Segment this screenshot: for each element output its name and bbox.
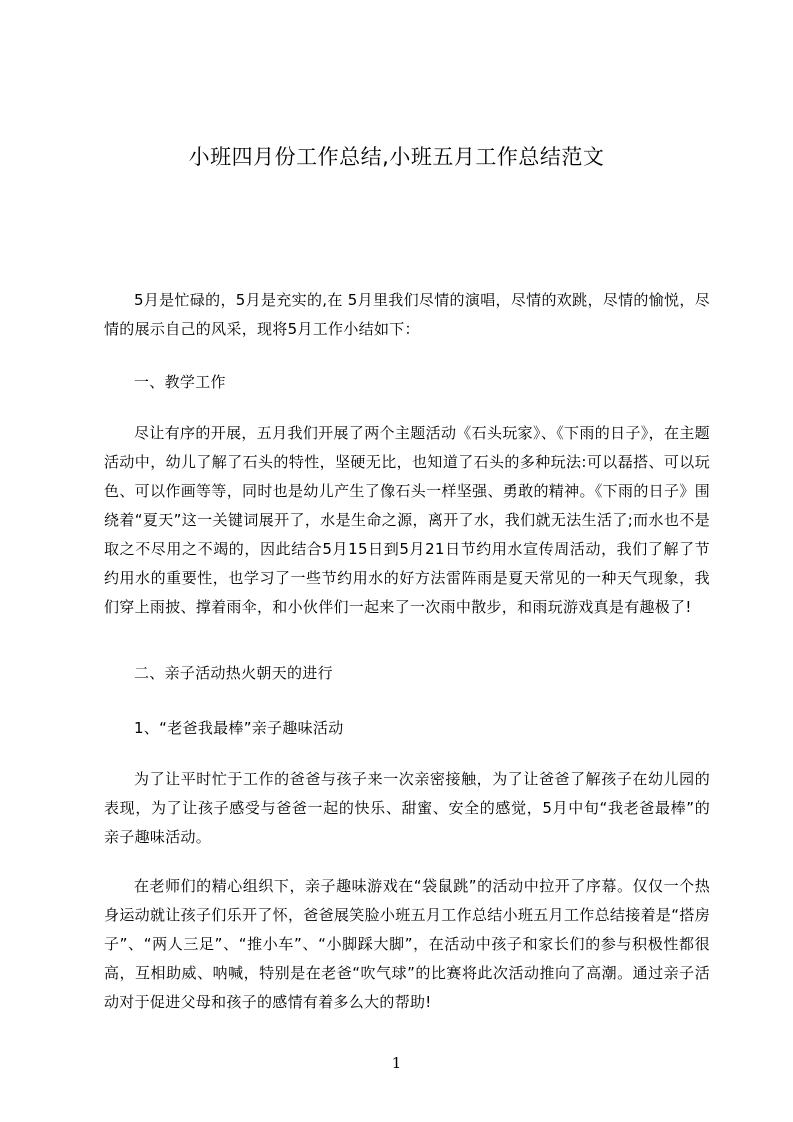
subsection1-text2: 在老师们的精心组织下，亲子趣味游戏在“袋鼠跳”的活动中拉开了序幕。仅仅一个热身运动就让孩子们乐开了怀，爸爸展笑脸小班五月工作总结小班五月工作总结接着是“搭房子”、“两人三足”、“推小车”、“小脚踩大脚”，在活动中孩子和家长们的参与积极性都很高，互相助威、呐喊，特别是在老爸“吹气球”的比赛将此次活动推向了高潮。通过亲子活动对于促进父母和孩子的感情有着多么大的帮助! — [104, 877, 710, 1011]
intro-paragraph — [104, 286, 710, 344]
games-paragraph — [104, 872, 710, 1017]
section2-heading: 二、亲子活动热火朝天的进行 — [134, 664, 333, 682]
intro-text: 5月是忙碌的，5月是充实的,在 5月里我们尽情的演唱，尽情的欢跳，尽情的愉悦，尽情的展示自己的风采，现将5月工作小结如下： — [104, 291, 710, 338]
subsection-heading-dad-best — [104, 714, 710, 743]
page-number: 1 — [391, 1054, 402, 1072]
subsection1-heading: 1、“老爸我最棒”亲子趣味活动 — [134, 719, 344, 737]
section1-text: 尽让有序的开展，五月我们开展了两个主题活动《石头玩家》、《下雨的日子》，在主题活动中，幼儿了解了石头的特性，坚硬无比，也知道了石头的多种玩法:可以磊搭、可以玩色、可以作画等等，同时也是幼儿产生了像石头一样坚强、勇敢的精神。《下雨的日子》围绕着“夏天”这一关键词展开了，水是生命之源，离开了水，我们就无法生活了;而水也不是取之不尽用之不竭的，因此结合5月15日到5月21日节约用水宣传周活动，我们了解了节约用水的重要性，也学习了一些节约用水的好方法雷阵雨是夏天常见的一种天气现象，我们穿上雨披、撑着雨伞，和小伙伴们一起来了一次雨中散步，和雨玩游戏真是有趣极了! — [104, 424, 710, 616]
section-heading-teaching — [104, 368, 710, 397]
section1-heading: 一、教学工作 — [134, 373, 226, 391]
document-title: 小班四月份工作总结,小班五月工作总结范文 — [188, 145, 605, 169]
subsection1-text: 为了让平时忙于工作的爸爸与孩子来一次亲密接触，为了让爸爸了解孩子在幼儿园的表现，为了让孩子感受与爸爸一起的快乐、甜蜜、安全的感觉，5月中旬“我老爸最棒”的亲子趣味活动。 — [104, 770, 710, 846]
teaching-paragraph — [104, 419, 710, 622]
section-heading-parent-child — [104, 659, 710, 688]
dad-activity-paragraph — [104, 765, 710, 852]
